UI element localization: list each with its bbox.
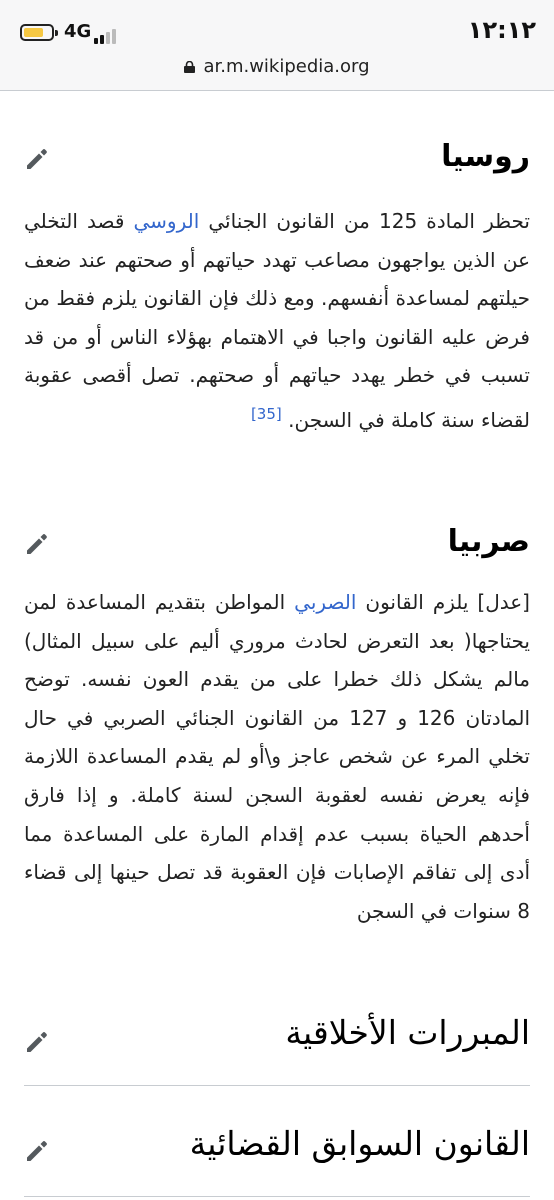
url-bar[interactable] (0, 56, 554, 77)
section-text-russia: تحظر المادة 125 من القانون الجنائي الروسي قصد التخلي عن الذين يواجهون مصاعب تهدد حياتهم أو صحتهم عند ضعف حيلتهم لمساعدة أنفسهم. ومع ذلك فإن القانون يلزم فقط من فرض عليه القانون واجبا في الاهتمام بهؤلاء الناس أو من قد تسبب في خطر يهدد حياتهم أو صحتهم. تصل أقصى عقوبة لقضاء سنة كاملة في السجن. [35] (24, 209, 530, 432)
edit-pencil-icon[interactable] (24, 1027, 52, 1055)
lock-icon (184, 61, 195, 73)
link-russian[interactable]: الروسي (133, 209, 200, 233)
reference-link[interactable]: [35] (250, 404, 282, 423)
edit-pencil-icon[interactable] (24, 1136, 52, 1164)
signal-icon (94, 22, 124, 44)
battery-icon (20, 24, 54, 41)
section-divider (24, 1085, 530, 1086)
link-serbian[interactable]: الصربي (294, 590, 357, 614)
status-clock: ١٢:١٢ (467, 16, 536, 44)
section-title-russia: روسيا (441, 139, 530, 174)
url-domain: ar.m.wikipedia.org (203, 56, 370, 77)
edit-pencil-icon[interactable] (24, 144, 52, 172)
section-title-case-law[interactable]: القانون السوابق القضائية (189, 1124, 530, 1163)
section-title-ethics[interactable]: المبررات الأخلاقية (285, 1013, 530, 1052)
network-type: 4G (64, 21, 92, 42)
section-title-serbia: صربيا (447, 524, 530, 559)
section-divider (24, 1196, 530, 1197)
section-text-serbia: [عدل] يلزم القانون الصربي المواطن بتقديم المساعدة لمن يحتاجها( بعد التعرض لحادث مروري أليم على سبيل المثال) مالم يشكل ذلك خطرا على من يقدم العون نفسه. توضح المادتان 126 و 127 من القانون الجنائي الصربي في حال تخلي المرء عن شخص عاجز و\أو لم يقدم المساعدة اللازمة فإنه يعرض نفسه لعقوبة السجن لسنة كاملة. و إذا فارق أحدهم الحياة بسبب عدم إقدام المارة على المساعدة مما أدى إلى تفاقم الإصابات فإن العقوبة قد تصل حينها إلى قضاء 8 سنوات في السجن (24, 590, 531, 923)
browser-header (0, 0, 554, 91)
edit-pencil-icon[interactable] (24, 529, 52, 557)
